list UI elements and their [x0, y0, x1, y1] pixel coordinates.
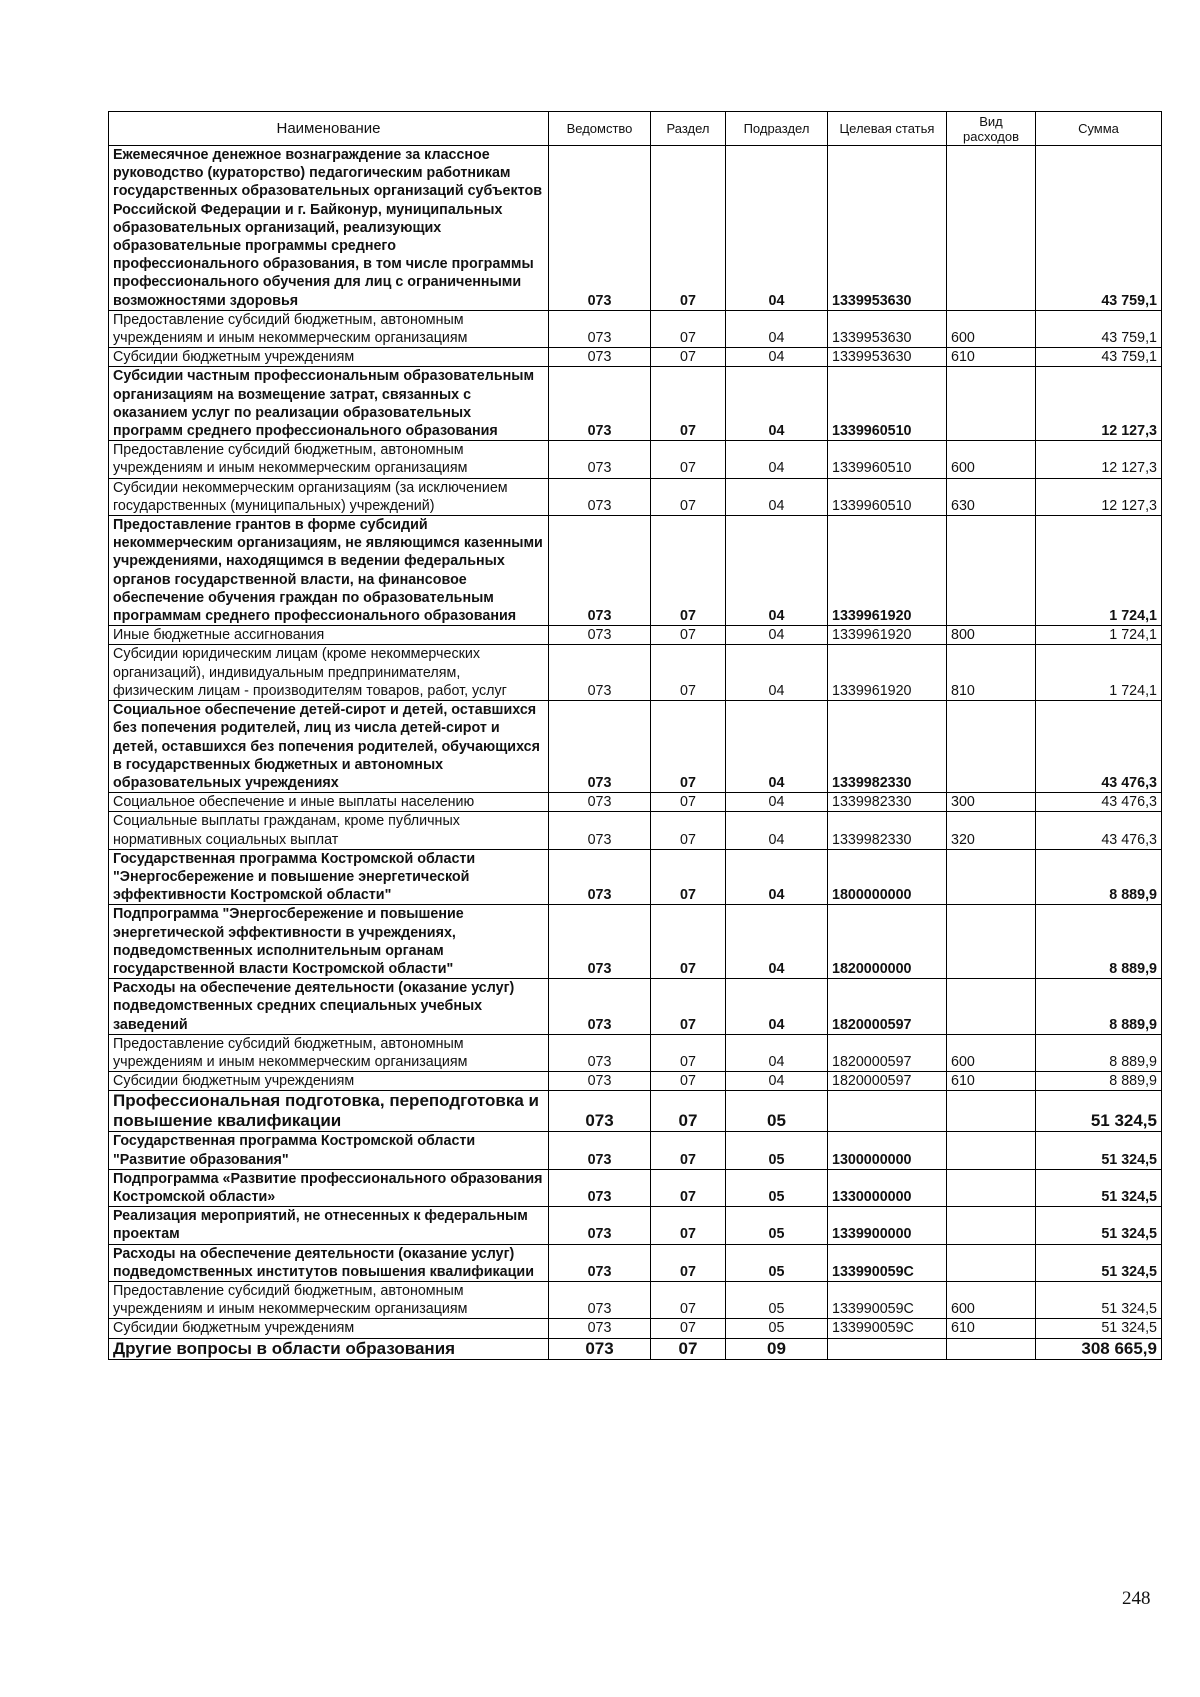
cell-podrazdel: 05	[726, 1207, 828, 1244]
cell-podrazdel: 04	[726, 626, 828, 645]
cell-name: Предоставление субсидий бюджетным, автономным учреждениям и иным некоммерческим организациям	[109, 1281, 549, 1318]
header-podrazdel: Подраздел	[726, 112, 828, 146]
cell-razdel: 07	[651, 367, 726, 441]
cell-celevaya: 1820000597	[828, 1034, 947, 1071]
cell-vid: 610	[947, 348, 1036, 367]
cell-summa: 12 127,3	[1036, 367, 1162, 441]
cell-razdel: 07	[651, 478, 726, 515]
cell-name: Социальные выплаты гражданам, кроме публичных нормативных социальных выплат	[109, 812, 549, 849]
cell-razdel: 07	[651, 812, 726, 849]
table-row	[109, 1132, 1162, 1169]
cell-summa: 51 324,5	[1036, 1132, 1162, 1169]
cell-celevaya: 1339960510	[828, 441, 947, 478]
cell-name: Другие вопросы в области образования	[109, 1338, 549, 1359]
cell-razdel: 07	[651, 516, 726, 626]
cell-name: Субсидии бюджетным учреждениям	[109, 1072, 549, 1091]
cell-name: Социальное обеспечение детей-сирот и детей, оставшихся без попечения родителей, лиц из числа детей-сирот и детей, оставшихся без попечения родителей, обучающихся в государственных бюджетных и автономных образовательных учреждениях	[109, 701, 549, 793]
cell-name: Субсидии некоммерческим организациям (за исключением государственных (муниципальных) учреждений)	[109, 478, 549, 515]
cell-vedomstvo: 073	[549, 1338, 651, 1359]
cell-vid: 610	[947, 1319, 1036, 1338]
table-row	[109, 645, 1162, 701]
cell-razdel: 07	[651, 146, 726, 311]
cell-razdel: 07	[651, 793, 726, 812]
cell-name: Предоставление грантов в форме субсидий некоммерческим организациям, не являющимся казенными учреждениями, находящимся в ведении федеральных органов государственной власти, на финансовое обеспечение обучения граждан по образовательным программам среднего профессионального образования	[109, 516, 549, 626]
cell-vedomstvo: 073	[549, 1207, 651, 1244]
cell-summa: 51 324,5	[1036, 1207, 1162, 1244]
cell-summa: 51 324,5	[1036, 1169, 1162, 1206]
cell-vid: 600	[947, 1281, 1036, 1318]
cell-summa: 43 759,1	[1036, 348, 1162, 367]
cell-razdel: 07	[651, 348, 726, 367]
cell-vid: 810	[947, 645, 1036, 701]
cell-celevaya: 1820000597	[828, 979, 947, 1035]
cell-razdel: 07	[651, 905, 726, 979]
cell-celevaya: 1820000000	[828, 905, 947, 979]
cell-name: Государственная программа Костромской области "Энергосбережение и повышение энергетической эффективности Костромской области"	[109, 849, 549, 905]
cell-vedomstvo: 073	[549, 626, 651, 645]
cell-vid	[947, 905, 1036, 979]
cell-name: Предоставление субсидий бюджетным, автономным учреждениям и иным некоммерческим организациям	[109, 1034, 549, 1071]
cell-vedomstvo: 073	[549, 812, 651, 849]
cell-podrazdel: 04	[726, 979, 828, 1035]
cell-razdel: 07	[651, 1244, 726, 1281]
cell-podrazdel: 04	[726, 348, 828, 367]
cell-razdel: 07	[651, 1072, 726, 1091]
table-row	[109, 1207, 1162, 1244]
table-body	[109, 146, 1162, 1360]
cell-vedomstvo: 073	[549, 849, 651, 905]
cell-podrazdel: 04	[726, 516, 828, 626]
cell-celevaya: 1339961920	[828, 516, 947, 626]
cell-podrazdel: 05	[726, 1244, 828, 1281]
table-row	[109, 1338, 1162, 1359]
cell-celevaya: 1800000000	[828, 849, 947, 905]
cell-summa: 8 889,9	[1036, 849, 1162, 905]
cell-name: Подпрограмма "Энергосбережение и повышение энергетической эффективности в учреждениях, подведомственных исполнительным органам государственной власти Костромской области"	[109, 905, 549, 979]
cell-vedomstvo: 073	[549, 1281, 651, 1318]
cell-podrazdel: 04	[726, 645, 828, 701]
cell-summa: 8 889,9	[1036, 979, 1162, 1035]
cell-name: Профессиональная подготовка, переподготовка и повышение квалификации	[109, 1091, 549, 1132]
cell-vedomstvo: 073	[549, 367, 651, 441]
cell-summa: 308 665,9	[1036, 1338, 1162, 1359]
table-row	[109, 905, 1162, 979]
table-row	[109, 367, 1162, 441]
cell-razdel: 07	[651, 1034, 726, 1071]
cell-summa: 1 724,1	[1036, 626, 1162, 645]
cell-celevaya: 1339982330	[828, 812, 947, 849]
cell-razdel: 07	[651, 1281, 726, 1318]
cell-vid	[947, 367, 1036, 441]
cell-celevaya: 1339982330	[828, 701, 947, 793]
cell-vedomstvo: 073	[549, 1169, 651, 1206]
cell-vid: 600	[947, 441, 1036, 478]
cell-summa: 8 889,9	[1036, 1034, 1162, 1071]
cell-vid	[947, 1207, 1036, 1244]
header-summa: Сумма	[1036, 112, 1162, 146]
table-row	[109, 701, 1162, 793]
cell-podrazdel: 05	[726, 1281, 828, 1318]
cell-celevaya: 1339900000	[828, 1207, 947, 1244]
cell-celevaya: 1330000000	[828, 1169, 947, 1206]
cell-podrazdel: 04	[726, 146, 828, 311]
cell-podrazdel: 04	[726, 367, 828, 441]
cell-name: Предоставление субсидий бюджетным, автономным учреждениям и иным некоммерческим организациям	[109, 310, 549, 347]
cell-vedomstvo: 073	[549, 1072, 651, 1091]
cell-celevaya	[828, 1338, 947, 1359]
cell-summa: 12 127,3	[1036, 441, 1162, 478]
cell-podrazdel: 05	[726, 1132, 828, 1169]
cell-vid: 600	[947, 310, 1036, 347]
table-row	[109, 478, 1162, 515]
cell-celevaya: 133990059С	[828, 1281, 947, 1318]
cell-summa: 51 324,5	[1036, 1091, 1162, 1132]
cell-summa: 43 759,1	[1036, 310, 1162, 347]
cell-name: Реализация мероприятий, не отнесенных к федеральным проектам	[109, 1207, 549, 1244]
cell-podrazdel: 04	[726, 310, 828, 347]
table-row	[109, 1319, 1162, 1338]
table-row	[109, 979, 1162, 1035]
table-row	[109, 1034, 1162, 1071]
cell-podrazdel: 04	[726, 812, 828, 849]
cell-vedomstvo: 073	[549, 979, 651, 1035]
cell-name: Субсидии бюджетным учреждениям	[109, 1319, 549, 1338]
cell-name: Ежемесячное денежное вознаграждение за классное руководство (кураторство) педагогическим работникам государственных образовательных организаций субъектов Российской Федерации и г. Байконур, муниципальных образовательных организаций, реализующих образовательные программы среднего профессионального образования, в том числе программы профессионального обучения для лиц с ограниченными возможностями здоровья	[109, 146, 549, 311]
cell-summa: 43 476,3	[1036, 812, 1162, 849]
cell-vid	[947, 701, 1036, 793]
cell-name: Расходы на обеспечение деятельности (оказание услуг) подведомственных средних специальных учебных заведений	[109, 979, 549, 1035]
cell-podrazdel: 04	[726, 793, 828, 812]
cell-celevaya: 1339961920	[828, 626, 947, 645]
cell-vid	[947, 979, 1036, 1035]
cell-name: Предоставление субсидий бюджетным, автономным учреждениям и иным некоммерческим организациям	[109, 441, 549, 478]
table-row	[109, 849, 1162, 905]
cell-vedomstvo: 073	[549, 348, 651, 367]
table-header	[109, 112, 1162, 146]
cell-summa: 1 724,1	[1036, 645, 1162, 701]
cell-vedomstvo: 073	[549, 793, 651, 812]
cell-vid	[947, 849, 1036, 905]
cell-vedomstvo: 073	[549, 905, 651, 979]
cell-podrazdel: 05	[726, 1091, 828, 1132]
cell-razdel: 07	[651, 441, 726, 478]
cell-vid	[947, 1091, 1036, 1132]
cell-summa: 43 476,3	[1036, 701, 1162, 793]
table-row	[109, 1244, 1162, 1281]
cell-celevaya: 1339960510	[828, 367, 947, 441]
cell-summa: 12 127,3	[1036, 478, 1162, 515]
table-row	[109, 146, 1162, 311]
cell-razdel: 07	[651, 626, 726, 645]
cell-razdel: 07	[651, 645, 726, 701]
cell-razdel: 07	[651, 310, 726, 347]
table-row	[109, 441, 1162, 478]
header-razdel: Раздел	[651, 112, 726, 146]
cell-razdel: 07	[651, 1207, 726, 1244]
cell-razdel: 07	[651, 1338, 726, 1359]
cell-vid	[947, 1338, 1036, 1359]
cell-vid	[947, 1132, 1036, 1169]
cell-razdel: 07	[651, 1091, 726, 1132]
table-row	[109, 793, 1162, 812]
cell-summa: 8 889,9	[1036, 1072, 1162, 1091]
cell-razdel: 07	[651, 849, 726, 905]
cell-vedomstvo: 073	[549, 478, 651, 515]
cell-podrazdel: 04	[726, 441, 828, 478]
cell-summa: 51 324,5	[1036, 1244, 1162, 1281]
header-vedomstvo: Ведомство	[549, 112, 651, 146]
cell-celevaya: 133990059С	[828, 1319, 947, 1338]
cell-podrazdel: 05	[726, 1319, 828, 1338]
cell-podrazdel: 04	[726, 1072, 828, 1091]
cell-celevaya: 1339982330	[828, 793, 947, 812]
cell-vedomstvo: 073	[549, 701, 651, 793]
cell-razdel: 07	[651, 1132, 726, 1169]
table-row	[109, 310, 1162, 347]
cell-celevaya: 1339953630	[828, 310, 947, 347]
cell-name: Подпрограмма «Развитие профессионального образования Костромской области»	[109, 1169, 549, 1206]
table-row	[109, 1169, 1162, 1206]
table-row	[109, 626, 1162, 645]
cell-vid	[947, 1169, 1036, 1206]
cell-summa: 43 759,1	[1036, 146, 1162, 311]
cell-vid	[947, 146, 1036, 311]
budget-table	[108, 111, 1162, 1360]
cell-podrazdel: 04	[726, 849, 828, 905]
cell-name: Субсидии юридическим лицам (кроме некоммерческих организаций), индивидуальным предпринимателям, физическим лицам - производителям товаров, работ, услуг	[109, 645, 549, 701]
cell-name: Субсидии бюджетным учреждениям	[109, 348, 549, 367]
cell-vedomstvo: 073	[549, 1319, 651, 1338]
cell-razdel: 07	[651, 979, 726, 1035]
cell-vedomstvo: 073	[549, 441, 651, 478]
cell-vedomstvo: 073	[549, 310, 651, 347]
table-row	[109, 1281, 1162, 1318]
cell-vid: 300	[947, 793, 1036, 812]
cell-summa: 51 324,5	[1036, 1319, 1162, 1338]
cell-name: Государственная программа Костромской области "Развитие образования"	[109, 1132, 549, 1169]
cell-razdel: 07	[651, 1319, 726, 1338]
cell-vedomstvo: 073	[549, 645, 651, 701]
cell-vid: 800	[947, 626, 1036, 645]
cell-name: Субсидии частным профессиональным образовательным организациям на возмещение затрат, связанных с оказанием услуг по реализации образовательных программ среднего профессионального образования	[109, 367, 549, 441]
cell-podrazdel: 09	[726, 1338, 828, 1359]
cell-celevaya: 133990059С	[828, 1244, 947, 1281]
header-vid: Вид расходов	[947, 112, 1036, 146]
cell-vid	[947, 1244, 1036, 1281]
cell-razdel: 07	[651, 1169, 726, 1206]
table-row	[109, 516, 1162, 626]
cell-podrazdel: 04	[726, 905, 828, 979]
cell-name: Иные бюджетные ассигнования	[109, 626, 549, 645]
cell-celevaya: 1339961920	[828, 645, 947, 701]
cell-vid: 630	[947, 478, 1036, 515]
cell-vedomstvo: 073	[549, 516, 651, 626]
cell-vid	[947, 516, 1036, 626]
cell-summa: 8 889,9	[1036, 905, 1162, 979]
cell-vedomstvo: 073	[549, 1091, 651, 1132]
cell-vid: 610	[947, 1072, 1036, 1091]
cell-summa: 51 324,5	[1036, 1281, 1162, 1318]
cell-celevaya: 1820000597	[828, 1072, 947, 1091]
table-row	[109, 812, 1162, 849]
cell-podrazdel: 05	[726, 1169, 828, 1206]
table-row	[109, 1072, 1162, 1091]
cell-celevaya: 1300000000	[828, 1132, 947, 1169]
header-celevaya: Целевая статья	[828, 112, 947, 146]
header-name: Наименование	[109, 112, 549, 146]
cell-summa: 43 476,3	[1036, 793, 1162, 812]
cell-celevaya: 1339953630	[828, 146, 947, 311]
cell-vid: 320	[947, 812, 1036, 849]
cell-name: Социальное обеспечение и иные выплаты населению	[109, 793, 549, 812]
cell-razdel: 07	[651, 701, 726, 793]
cell-summa: 1 724,1	[1036, 516, 1162, 626]
cell-name: Расходы на обеспечение деятельности (оказание услуг) подведомственных институтов повышения квалификации	[109, 1244, 549, 1281]
cell-celevaya: 1339953630	[828, 348, 947, 367]
cell-podrazdel: 04	[726, 1034, 828, 1071]
cell-celevaya: 1339960510	[828, 478, 947, 515]
cell-vedomstvo: 073	[549, 1132, 651, 1169]
cell-celevaya	[828, 1091, 947, 1132]
cell-vedomstvo: 073	[549, 1244, 651, 1281]
cell-podrazdel: 04	[726, 701, 828, 793]
cell-vedomstvo: 073	[549, 146, 651, 311]
page-number: 248	[1122, 1588, 1151, 1609]
cell-vid: 600	[947, 1034, 1036, 1071]
cell-vedomstvo: 073	[549, 1034, 651, 1071]
table-row	[109, 1091, 1162, 1132]
cell-podrazdel: 04	[726, 478, 828, 515]
table-row	[109, 348, 1162, 367]
